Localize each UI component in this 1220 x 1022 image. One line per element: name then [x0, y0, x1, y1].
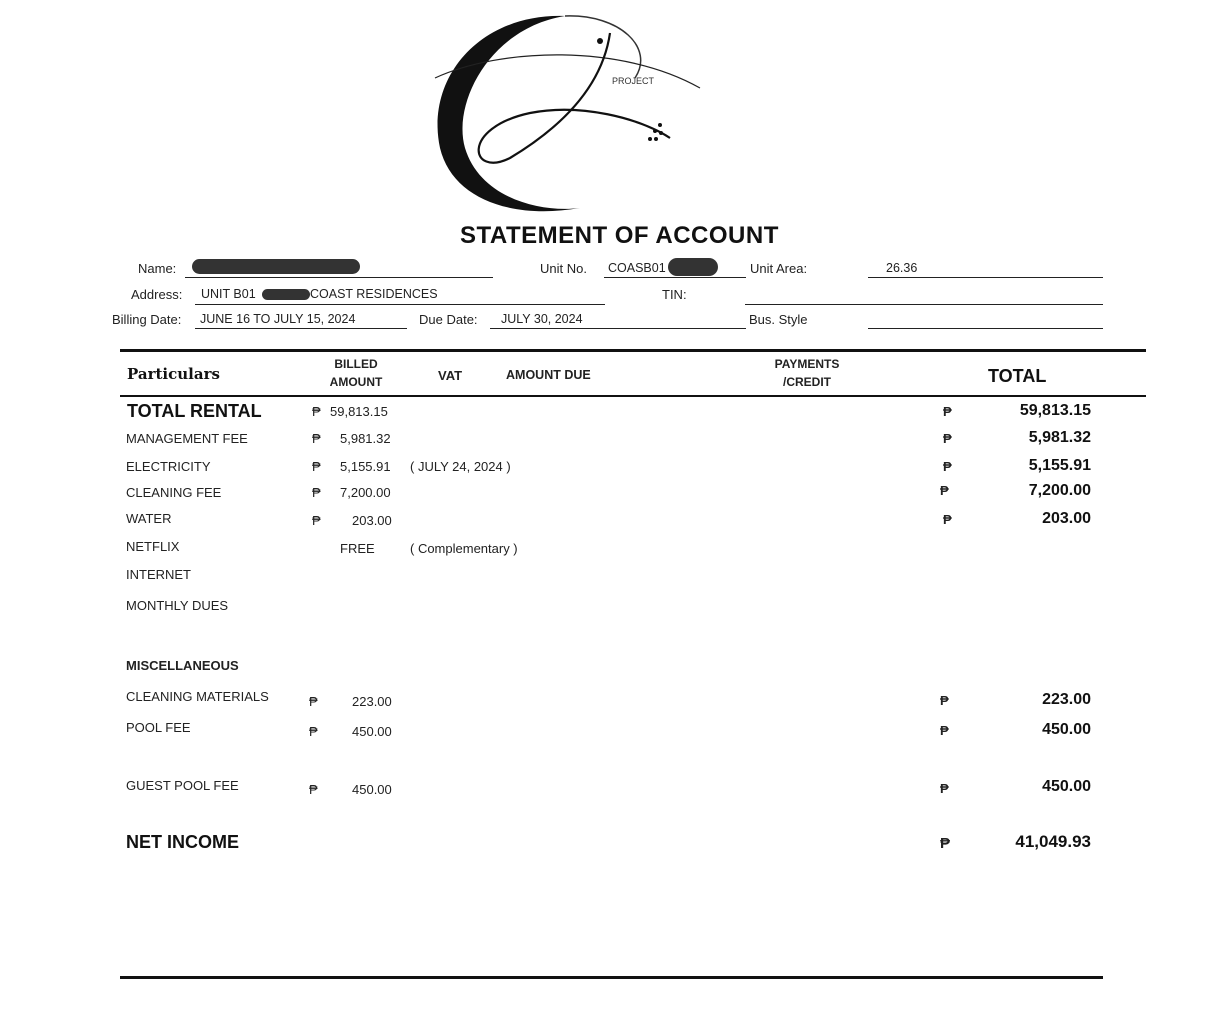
row-label: NETFLIX	[126, 539, 180, 554]
billed-amount: 7,200.00	[340, 485, 391, 500]
row-label: MONTHLY DUES	[126, 598, 229, 613]
peso-sign: ₱	[309, 724, 318, 739]
row-label: CLEANING MATERIALS	[126, 689, 269, 704]
tin-label: TIN:	[662, 287, 687, 302]
due-date-underline	[490, 328, 746, 329]
header-total: TOTAL	[988, 366, 1047, 386]
redaction	[668, 258, 718, 276]
header-payments: PAYMENTS /CREDIT	[774, 357, 840, 389]
name-label: Name:	[138, 261, 177, 276]
row-label-total-rental: TOTAL RENTAL	[127, 401, 262, 421]
peso-sign: ₱	[943, 431, 952, 446]
billed-amount: 5,981.32	[340, 431, 391, 446]
header-amount-due: AMOUNT DUE	[506, 368, 591, 382]
row-label: CLEANING FEE	[126, 485, 222, 500]
address-value-a: UNIT B01	[201, 287, 256, 301]
net-income-label: NET INCOME	[126, 832, 240, 852]
peso-sign: ₱	[940, 693, 949, 708]
peso-sign: ₱	[309, 782, 318, 797]
peso-sign: ₱	[940, 781, 949, 796]
row-total: 450.00	[1042, 721, 1091, 738]
peso-sign: ₱	[943, 404, 952, 419]
unit-area-label: Unit Area:	[750, 261, 808, 276]
document-title: STATEMENT OF ACCOUNT	[460, 222, 779, 249]
peso-sign: ₱	[312, 485, 321, 500]
row-total: 7,200.00	[1028, 482, 1091, 499]
peso-sign: ₱	[943, 512, 952, 527]
row-total: 203.00	[1042, 510, 1091, 527]
unit-area-underline	[868, 277, 1103, 278]
address-underline	[195, 304, 605, 305]
unit-no-value: COASB01	[608, 261, 666, 275]
project-j-logo	[420, 8, 710, 223]
unit-no-underline	[604, 277, 746, 278]
peso-sign: ₱	[940, 483, 949, 498]
tin-underline	[745, 304, 1103, 305]
billed-amount: 450.00	[352, 782, 392, 797]
table-header-rule	[120, 395, 1146, 397]
row-label: GUEST POOL FEE	[126, 778, 239, 793]
bus-style-underline	[868, 328, 1103, 329]
row-label: ELECTRICITY	[126, 459, 211, 474]
table-top-rule	[120, 349, 1146, 352]
peso-sign: ₱	[940, 835, 951, 852]
logo-text: PROJECT	[612, 76, 655, 86]
unit-area-value: 26.36	[886, 261, 918, 275]
peso-sign: ₱	[309, 694, 318, 709]
address-label: Address:	[131, 287, 183, 302]
row-label: POOL FEE	[126, 720, 191, 735]
redaction	[262, 289, 310, 300]
address-value-b: COAST RESIDENCES	[310, 287, 438, 301]
billed-amount: 59,813.15	[330, 404, 388, 419]
due-date-label: Due Date:	[419, 312, 478, 327]
row-note: ( Complementary )	[410, 541, 518, 556]
peso-sign: ₱	[940, 723, 949, 738]
row-label: WATER	[126, 511, 172, 526]
billed-amount: 223.00	[352, 694, 392, 709]
section-heading: MISCELLANEOUS	[126, 658, 239, 673]
peso-sign: ₱	[312, 431, 321, 446]
row-label: INTERNET	[126, 567, 191, 582]
peso-sign: ₱	[312, 459, 321, 474]
row-total: 59,813.15	[1019, 402, 1091, 419]
header-vat: VAT	[438, 368, 463, 383]
unit-no-label: Unit No.	[540, 261, 587, 276]
billed-amount: 450.00	[352, 724, 392, 739]
row-total: 5,981.32	[1028, 429, 1091, 446]
peso-sign: ₱	[312, 513, 321, 528]
bus-style-label: Bus. Style	[749, 312, 808, 327]
net-income-total: 41,049.93	[1015, 832, 1091, 851]
billing-date-underline	[195, 328, 407, 329]
billing-date-label: Billing Date:	[112, 312, 182, 327]
row-total: 5,155.91	[1028, 457, 1091, 474]
header-particulars: Particulars	[127, 365, 220, 383]
table-bottom-rule	[120, 976, 1103, 979]
billing-date-value: JUNE 16 TO JULY 15, 2024	[200, 312, 356, 326]
peso-sign: ₱	[943, 459, 952, 474]
redaction	[192, 259, 360, 274]
row-note: ( JULY 24, 2024 )	[410, 459, 511, 474]
row-total: 223.00	[1042, 691, 1091, 708]
billed-amount: FREE	[340, 541, 375, 556]
due-date-value: JULY 30, 2024	[501, 312, 583, 326]
billed-amount: 203.00	[352, 513, 392, 528]
row-label: MANAGEMENT FEE	[126, 431, 248, 446]
name-underline	[185, 277, 493, 278]
billed-amount: 5,155.91	[340, 459, 391, 474]
header-billed: BILLED AMOUNT	[329, 357, 383, 389]
peso-sign: ₱	[312, 404, 321, 419]
row-total: 450.00	[1042, 778, 1091, 795]
